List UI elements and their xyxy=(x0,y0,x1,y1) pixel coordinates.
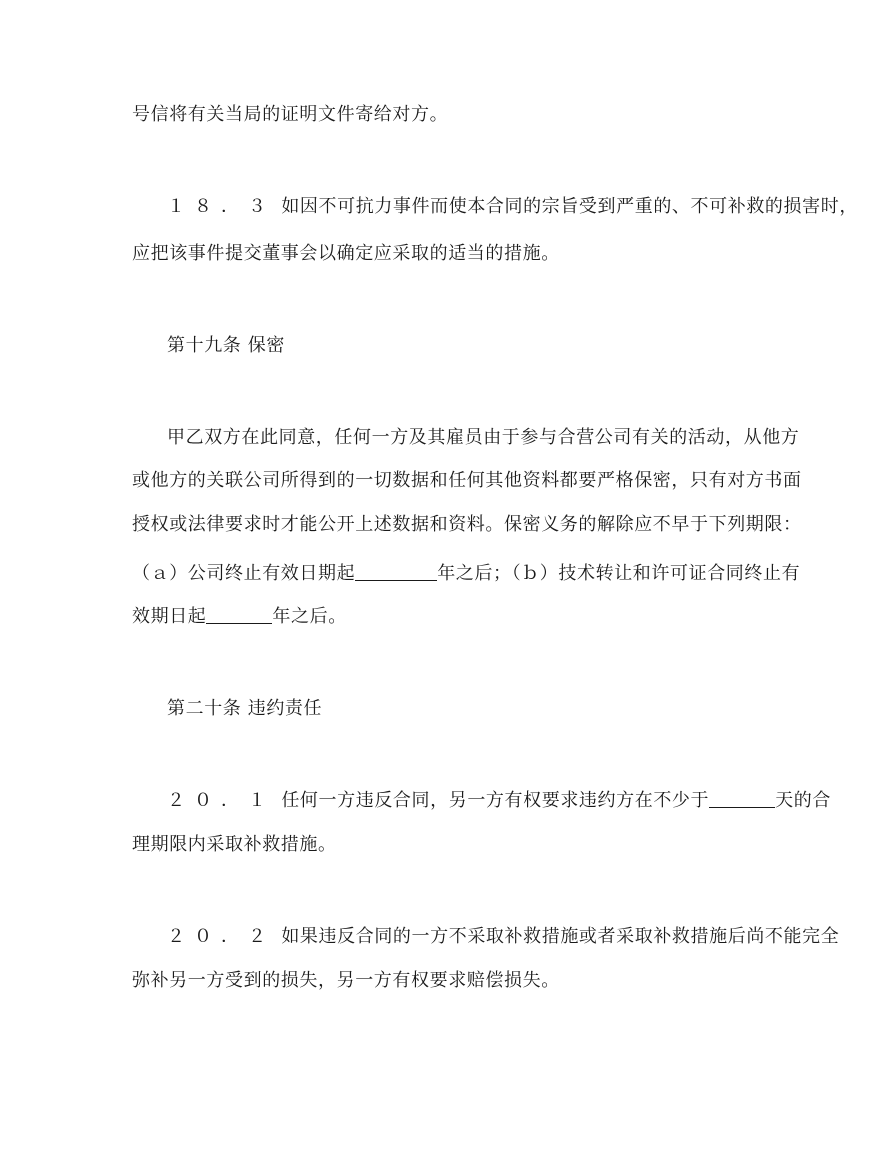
fill-in-blank[interactable] xyxy=(206,605,272,624)
text: 年之后。 xyxy=(272,606,347,627)
clause-20-1-line-1 xyxy=(167,789,831,813)
text: 号信将有关当局的证明文件寄给对方。 xyxy=(132,104,449,125)
text: 应把该事件提交董事会以确定应采取的适当的措施。 xyxy=(132,243,560,264)
text: 如因不可抗力事件而使本合同的宗旨受到严重的、不可补救的损害时， xyxy=(281,196,858,217)
text: 任何一方违反合同，另一方有权要求违约方在不少于 xyxy=(281,790,710,811)
clause-18-3-line-2 xyxy=(132,242,782,266)
text: （ａ）公司终止有效日期起 xyxy=(132,563,356,584)
heading-text: 第二十条 违约责任 xyxy=(167,698,323,719)
text: 天的合 xyxy=(775,790,831,811)
text: 授权或法律要求时才能公开上述数据和资料。保密义务的解除应不早于下列期限： xyxy=(132,514,802,535)
heading-text: 第十九条 保密 xyxy=(167,335,285,356)
article-19-heading xyxy=(167,334,817,358)
clause-20-2-line-1 xyxy=(167,925,840,949)
text: 理期限内采取补救措施。 xyxy=(132,834,337,855)
text: 或他方的关联公司所得到的一切数据和任何其他资料都要严格保密，只有对方书面 xyxy=(132,470,802,491)
clause-number: １８．３ xyxy=(167,196,275,217)
text: 效期日起 xyxy=(132,606,207,627)
text: 甲乙双方在此同意，任何一方及其雇员由于参与合营公司有关的活动，从他方 xyxy=(167,427,800,448)
clause-20-2-line-2 xyxy=(132,969,782,993)
article-19-line-5 xyxy=(132,605,782,629)
article-19-line-1 xyxy=(167,426,817,450)
text: 如果违反合同的一方不采取补救措施或者采取补救措施后尚不能完全 xyxy=(281,926,840,947)
clause-20-1-line-2 xyxy=(132,833,782,857)
fill-in-blank[interactable] xyxy=(709,789,775,808)
article-19-line-4 xyxy=(132,562,801,586)
article-19-line-3 xyxy=(132,513,802,537)
clause-18-3-line-1 xyxy=(167,195,858,219)
clause-number: ２０．２ xyxy=(167,926,275,947)
text: 弥补另一方受到的损失，另一方有权要求赔偿损失。 xyxy=(132,970,560,991)
article-20-heading xyxy=(167,697,817,721)
article-19-line-2 xyxy=(132,469,802,493)
clause-number: ２０．１ xyxy=(167,790,275,811)
fill-in-blank[interactable] xyxy=(355,562,437,581)
paragraph-line xyxy=(132,103,782,127)
text: 年之后；（ｂ）技术转让和许可证合同终止有 xyxy=(437,563,801,584)
